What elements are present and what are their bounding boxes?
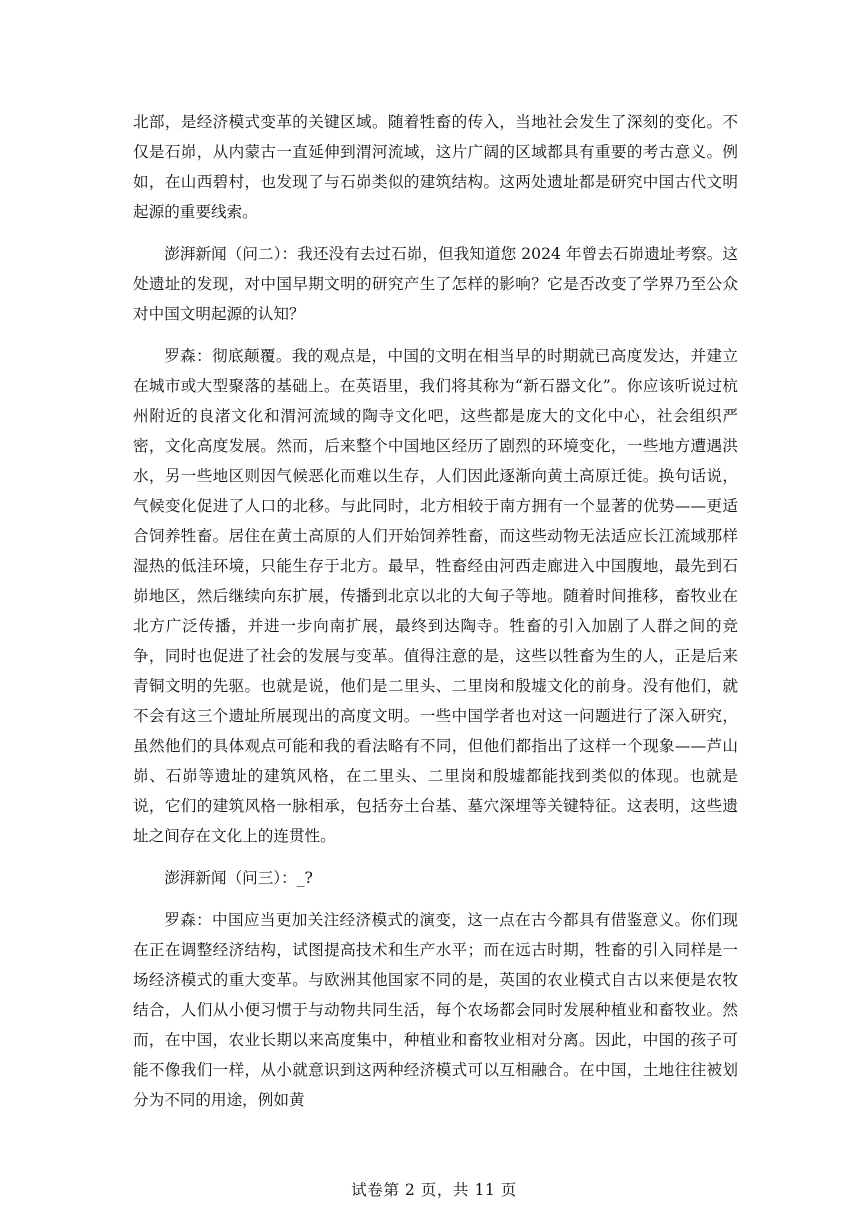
paragraph-answer-two: 罗森：彻底颠覆。我的观点是，中国的文明在相当早的时期就已高度发达，并建立在城市或大型聚落的基础上。在英语里，我们将其称为“新石器文化”。你应该听说过杭州附近的良渚文化和渭河流域的陶寺文化吧，这些都是庞大的文化中心，社会组织严密，文化高度发展。然而，后来整个中国地区经历了剧烈的环境变化，一些地方遭遇洪水，另一些地区则因气候恶化而难以生存，人们因此逐渐向黄土高原迁徙。换句话说，气候变化促进了人口的北移。与此同时，北方相较于南方拥有一个显著的优势——更适合饲养牲畜。居住在黄土高原的人们开始饲养牲畜，而这些动物无法适应长江流域那样湿热的低洼环境，只能生存于北方。最早，牲畜经由河西走廊进入中国腹地，最先到石峁地区，然后继续向东扩展，传播到北京以北的大甸子等地。随着时间推移，畜牧业在北方广泛传播，并进一步向南扩展，最终到达陶寺。牲畜的引入加剧了人群之间的竞争，同时也促进了社会的发展与变革。值得注意的是，这些以牲畜为生的人，正是后来青铜文明的先驱。也就是说，他们是二里头、二里岗和殷墟文化的前身。没有他们，就不会有这三个遗址所展现出的高度文明。一些中国学者也对这一问题进行了深入研究，虽然他们的具体观点可能和我的看法略有不同，但他们都指出了这样一个现象——芦山峁、石峁等遗址的建筑风格，在二里头、二里岗和殷墟都能找到类似的体现。也就是说，它们的建筑风格一脉相承，包括夯土台基、墓穴深埋等关键特征。这表明，这些遗址之间存在文化上的连贯性。 [133, 347, 738, 845]
article-body [133, 107, 738, 1127]
paragraph-question-three: 澎湃新闻（问三）：_? [164, 869, 313, 887]
paragraph-answer-three: 罗森：中国应当更加关注经济模式的演变，这一点在古今都具有借鉴意义。你们现在正在调整经济结构，试图提高技术和生产水平；而在远古时期，牲畜的引入同样是一场经济模式的重大变革。与欧洲其他国家不同的是，英国的农业模式自古以来便是农牧结合，人们从小便习惯于与动物共同生活，每个农场都会同时发展种植业和畜牧业。然而，在中国，农业长期以来高度集中，种植业和畜牧业相对分离。因此，中国的孩子可能不像我们一样，从小就意识到这两种经济模式可以互相融合。在中国，土地往往被划分为不同的用途，例如黄 [133, 911, 738, 1109]
page-footer: 试卷第 2 页，共 11 页 [351, 1181, 517, 1199]
paragraph-question-two: 澎湃新闻（问二）：我还没有去过石峁，但我知道您 2024 年曾去石峁遗址考察。这处遗址的发现，对中国早期文明的研究产生了怎样的影响？它是否改变了学界乃至公众对中国文明起源的认知？ [133, 245, 738, 323]
paragraph-intro: 北部，是经济模式变革的关键区域。随着牲畜的传入，当地社会发生了深刻的变化。不仅是石峁，从内蒙古一直延伸到渭河流域，这片广阔的区域都具有重要的考古意义。例如，在山西碧村，也发现了与石峁类似的建筑结构。这两处遗址都是研究中国古代文明起源的重要线索。 [133, 113, 738, 221]
